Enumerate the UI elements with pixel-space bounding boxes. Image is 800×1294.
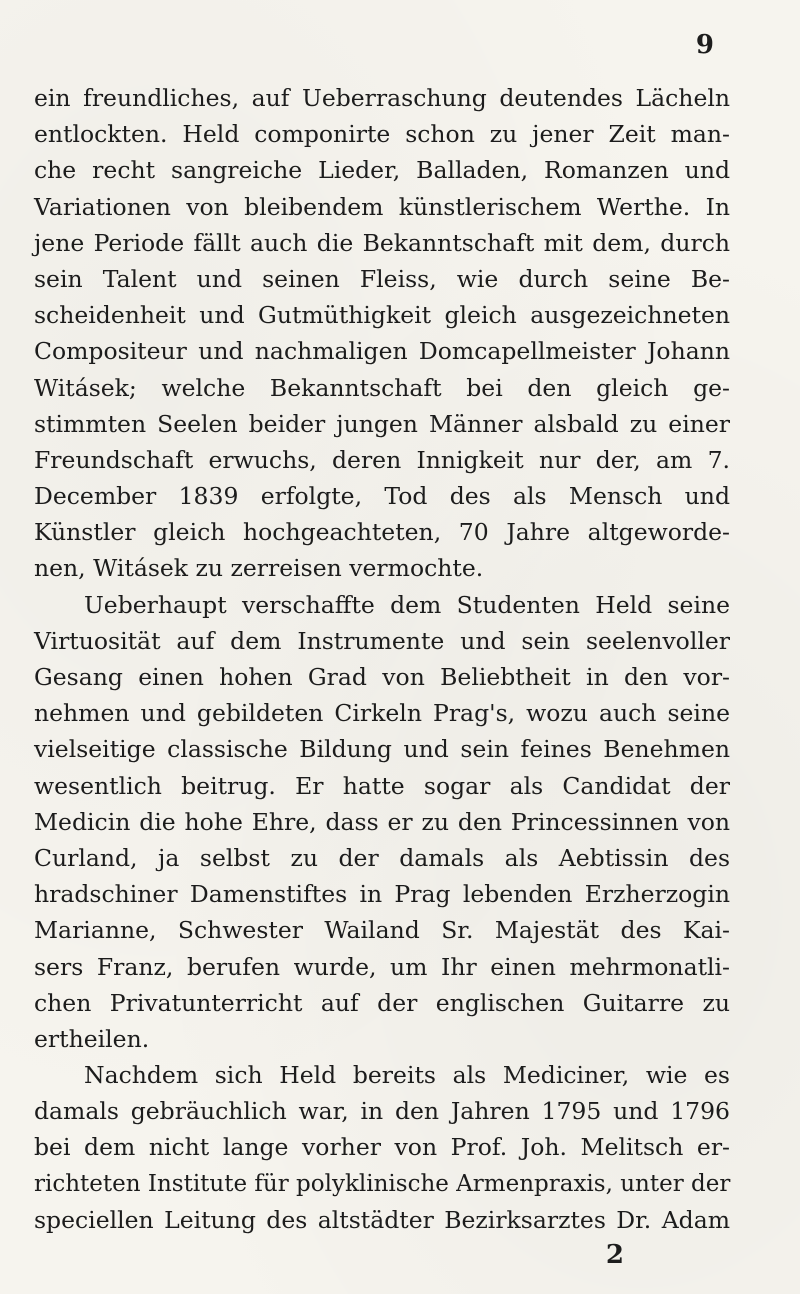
text-line: scheidenheit und Gutmüthigkeit gleich ausgezeichneten: [34, 301, 730, 330]
text-line: Ueberhaupt verschaffte dem Studenten Held seine: [84, 590, 730, 619]
text-line: Marianne, Schwester Wailand Sr. Majestät des Kai-: [34, 916, 730, 945]
text-line: Compositeur und nachmaligen Domcapellmeister Johann: [34, 337, 730, 366]
text-line: Virtuosität auf dem Instrumente und sein seelenvoller: [34, 626, 730, 655]
text-line: sers Franz, berufen wurde, um Ihr einen mehrmonatli-: [34, 952, 730, 981]
text-line: che recht sangreiche Lieder, Balladen, Romanzen und: [34, 156, 730, 185]
text-line: Gesang einen hohen Grad von Beliebtheit in den vor-: [34, 663, 730, 691]
text-line: chen Privatunterricht auf der englischen Guitarre zu: [34, 988, 730, 1017]
body-text: [34, 80, 730, 1238]
text-line: Medicin die hohe Ehre, dass er zu den Princessinnen von: [34, 807, 730, 836]
text-line: ertheilen.: [34, 1024, 150, 1053]
text-line: December 1839 erfolgte, Tod des als Mensch und: [34, 482, 730, 511]
text-line: vielseitige classische Bildung und sein feines Benehmen: [34, 735, 730, 764]
text-line: damals gebräuchlich war, in den Jahren 1795 und 1796: [34, 1097, 730, 1126]
text-line: jene Periode fällt auch die Bekanntschaft mit dem, durch: [34, 228, 730, 257]
text-line: sein Talent und seinen Fleiss, wie durch seine Be-: [34, 264, 730, 293]
text-line: Nachdem sich Held bereits als Mediciner, wie es: [84, 1061, 730, 1090]
text-line: richteten Institute für polyklinische Armenpraxis, unter der: [34, 1170, 731, 1197]
text-line: nen, Witásek zu zerreisen vermochte.: [34, 554, 484, 583]
text-line: Variationen von bleibendem künstlerischem Werthe. In: [34, 192, 730, 221]
text-line: stimmten Seelen beider jungen Männer alsbald zu einer: [34, 409, 730, 438]
text-line: Freundschaft erwuchs, deren Innigkeit nur der, am 7.: [34, 445, 730, 474]
text-line: entlockten. Held componirte schon zu jener Zeit man-: [34, 120, 730, 149]
text-line: Curland, ja selbst zu der damals als Aebtissin des: [34, 843, 730, 872]
text-line: bei dem nicht lange vorher von Prof. Joh. Melitsch er-: [34, 1133, 730, 1162]
text-line: Witásek; welche Bekanntschaft bei den gleich ge-: [34, 373, 730, 402]
text-line: Künstler gleich hochgeachteten, 70 Jahre altgeworde-: [34, 518, 730, 547]
text-line: nehmen und gebildeten Cirkeln Prag's, wozu auch seine: [34, 699, 730, 728]
text-line: hradschiner Damenstiftes in Prag lebenden Erzherzogin: [34, 880, 730, 909]
text-line: wesentlich beitrug. Er hatte sogar als Candidat der: [34, 771, 730, 800]
text-line: speciellen Leitung des altstädter Bezirksarztes Dr. Adam: [34, 1205, 730, 1234]
signature-mark: 2: [605, 1240, 624, 1270]
text-line: ein freundliches, auf Ueberraschung deutendes Lächeln: [34, 84, 730, 112]
page-number: 9: [695, 30, 714, 60]
